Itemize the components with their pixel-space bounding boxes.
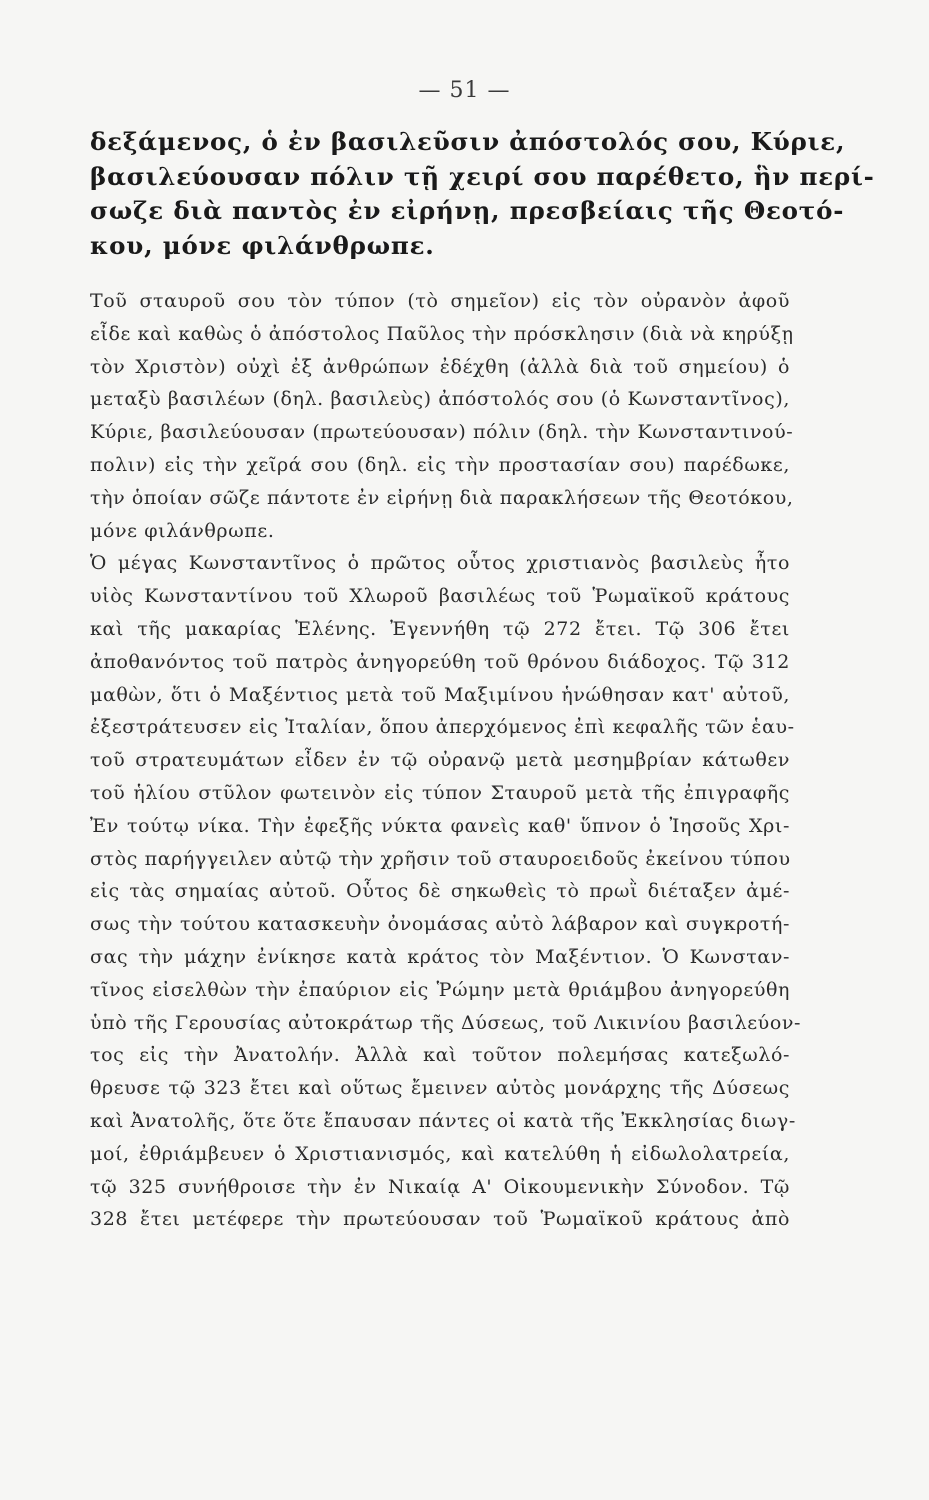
commentary-line: τὴν ὁποίαν σῶζε πάντοτε ἐν εἰρήνῃ διὰ παρακλήσεων τῆς Θεοτόκου, bbox=[90, 486, 794, 509]
hymn-line: κου, μόνε φιλάνθρωπε. bbox=[90, 230, 435, 260]
commentary-line: Κύριε, βασιλεύουσαν (πρωτεύουσαν) πόλιν (δηλ. τὴν Κωνσταντινού- bbox=[90, 421, 794, 444]
commentary-line: εἶδε καὶ καθὼς ὁ ἀπόστολος Παῦλος τὴν πρόσκλησιν (διὰ νὰ κηρύξῃ bbox=[90, 322, 794, 345]
commentary-line: μαθὼν, ὅτι ὁ Μαξέντιος μετὰ τοῦ Μαξιμίνου ἡνώθησαν κατ' αὐτοῦ, bbox=[90, 683, 790, 706]
commentary-line: 328 ἔτει μετέφερε τὴν πρωτεύουσαν τοῦ Ῥωμαϊκοῦ κράτους ἀπὸ bbox=[90, 1208, 790, 1231]
commentary-line: Ὁ μέγας Κωνσταντῖνος ὁ πρῶτος οὗτος χριστιανὸς βασιλεὺς ἦτο bbox=[90, 552, 790, 575]
commentary-line: θρευσε τῷ 323 ἔτει καὶ οὕτως ἔμεινεν αὐτὸς μονάρχης τῆς Δύσεως bbox=[90, 1077, 790, 1100]
hymn-line: δεξάμενος, ὁ ἐν βασιλεῦσιν ἀπόστολός σου, Κύριε, bbox=[90, 127, 846, 156]
hymn-line: σωζε διὰ παντὸς ἐν εἰρήνῃ, πρεσβείαις τῆς Θεοτό- bbox=[90, 196, 845, 225]
commentary-line: στὸς παρήγγειλεν αὐτῷ τὴν χρῆσιν τοῦ σταυροειδοῦς ἐκείνου τύπου bbox=[90, 847, 791, 870]
commentary-line: τοῦ ἡλίου στῦλον φωτεινὸν εἰς τύπον Σταυροῦ μετὰ τῆς ἐπιγραφῆς bbox=[90, 781, 790, 804]
commentary-line: Τοῦ σταυροῦ σου τὸν τύπον (τὸ σημεῖον) εἰς τὸν οὐρανὸν ἀφοῦ bbox=[90, 290, 790, 312]
page-number: — 51 — bbox=[418, 78, 511, 103]
commentary-line: Ἐν τούτῳ νίκα. Τὴν ἐφεξῆς νύκτα φανεὶς καθ' ὕπνον ὁ Ἰησοῦς Χρι- bbox=[90, 814, 790, 837]
commentary-line: πολιν) εἰς τὴν χεῖρά σου (δηλ. εἰς τὴν προστασίαν σου) παρέδωκε, bbox=[90, 453, 790, 476]
commentary-line: εἰς τὰς σημαίας αὐτοῦ. Οὗτος δὲ σηκωθεὶς τὸ πρωῒ διέταξεν ἀμέ- bbox=[90, 880, 790, 903]
commentary-line: σως τὴν τούτου κατασκευὴν ὀνομάσας αὐτὸ λάβαρον καὶ συγκροτή- bbox=[90, 913, 790, 936]
commentary-line: καὶ Ἀνατολῆς, ὅτε ὅτε ἔπαυσαν πάντες οἱ κατὰ τῆς Ἐκκλησίας διωγ- bbox=[90, 1109, 796, 1132]
commentary-line: υἱὸς Κωνσταντίνου τοῦ Χλωροῦ βασιλέως τοῦ Ῥωμαϊκοῦ κράτους bbox=[90, 585, 790, 608]
hymn-line: βασιλεύουσαν πόλιν τῇ χειρί σου παρέθετο, ἣν περί- bbox=[90, 161, 875, 191]
commentary-line: ἐξεστράτευσεν εἰς Ἰταλίαν, ὅπου ἀπερχόμενος ἐπὶ κεφαλῆς τῶν ἑαυ- bbox=[90, 716, 795, 739]
commentary-line: μοί, ἐθριάμβευεν ὁ Χριστιανισμός, καὶ κατελύθη ἡ εἰδωλολατρεία, bbox=[90, 1142, 790, 1165]
commentary-line: τῷ 325 συνήθροισε τὴν ἐν Νικαίᾳ Α' Οἰκουμενικὴν Σύνοδον. Τῷ bbox=[90, 1175, 790, 1198]
commentary-line: τοῦ στρατευμάτων εἶδεν ἐν τῷ οὐρανῷ μετὰ μεσημβρίαν κάτωθεν bbox=[90, 749, 790, 772]
commentary-line: μόνε φιλάνθρωπε. bbox=[90, 519, 275, 542]
commentary-line: σας τὴν μάχην ἐνίκησε κατὰ κράτος τὸν Μαξέντιον. Ὁ Κωνσταν- bbox=[90, 945, 790, 968]
commentary-line: ὑπὸ τῆς Γερουσίας αὐτοκράτωρ τῆς Δύσεως, τοῦ Λικινίου βασιλεύον- bbox=[90, 1011, 802, 1034]
commentary-line: τος εἰς τὴν Ἀνατολήν. Ἀλλὰ καὶ τοῦτον πολεμήσας κατεξωλό- bbox=[90, 1044, 790, 1067]
commentary-line: τὸν Χριστὸν) οὐχὶ ἐξ ἀνθρώπων ἐδέχθη (ἀλλὰ διὰ τοῦ σημείου) ὁ bbox=[90, 355, 790, 378]
hymn-text bbox=[90, 125, 875, 263]
commentary-line: καὶ τῆς μακαρίας Ἑλένης. Ἐγεννήθη τῷ 272 ἔτει. Τῷ 306 ἔτει bbox=[90, 617, 790, 640]
commentary-text bbox=[90, 285, 802, 1236]
commentary-line: μεταξὺ βασιλέων (δηλ. βασιλεὺς) ἀπόστολός σου (ὁ Κωνσταντῖνος), bbox=[90, 388, 790, 411]
commentary-line: ἀποθανόντος τοῦ πατρὸς ἀνηγορεύθη τοῦ θρόνου διάδοχος. Τῷ 312 bbox=[90, 650, 790, 673]
commentary-line: τῖνος εἰσελθὼν τὴν ἐπαύριον εἰς Ῥώμην μετὰ θριάμβου ἀνηγορεύθη bbox=[90, 978, 790, 1001]
